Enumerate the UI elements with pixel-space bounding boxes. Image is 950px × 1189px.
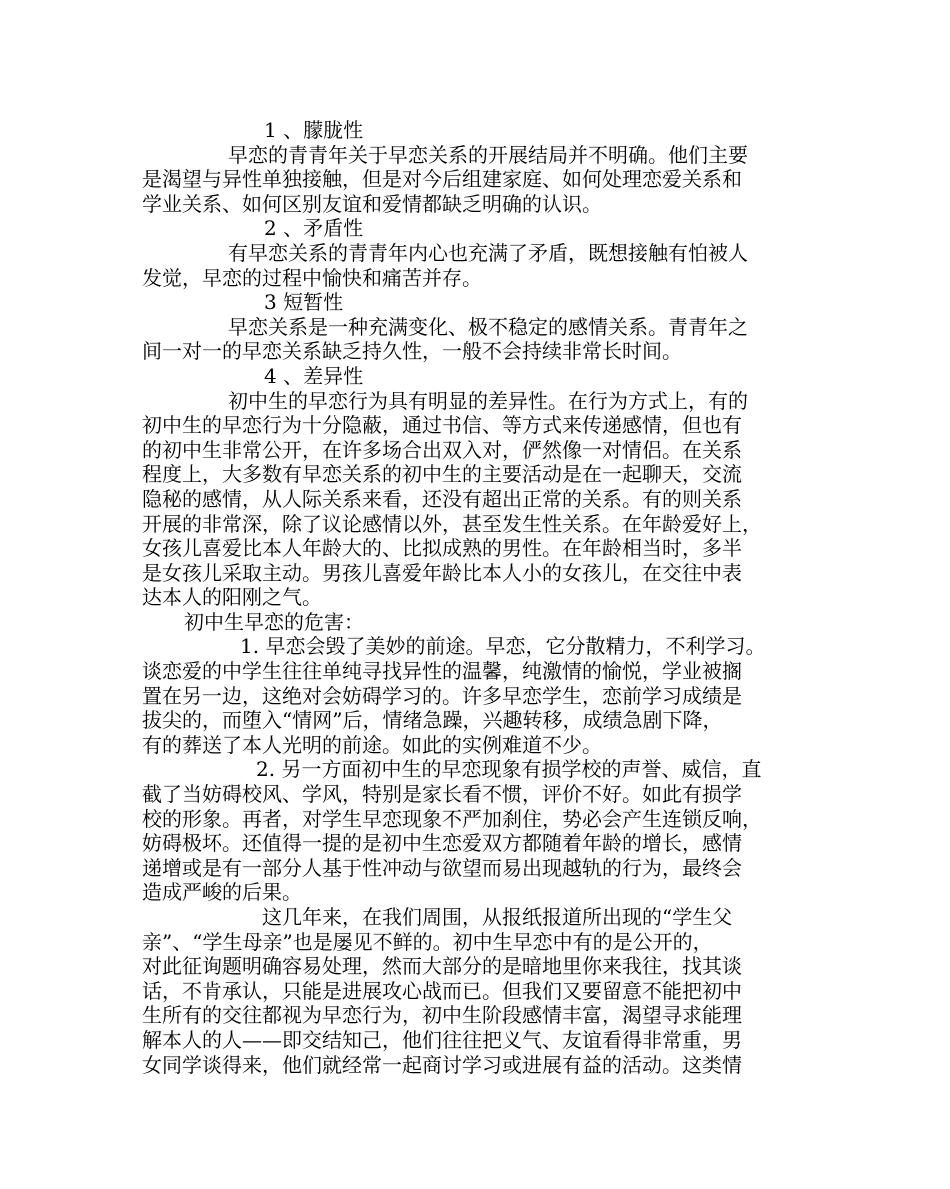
paragraph-line: 亲”、“学生母亲”也是屡见不鲜的。初中生早恋中有的是公开的， <box>142 929 713 954</box>
section-contradiction <box>142 216 814 290</box>
paragraph-line: 有早恋关系的青青年内心也充满了矛盾，既想接触有怕被人 <box>228 240 748 265</box>
paragraph-line: 初中生的早恋行为十分隐蔽，通过书信、等方式来传递感情，但也有 <box>142 413 742 438</box>
paragraph-line: 早恋的青青年关于早恋关系的开展结局并不明确。他们主要 <box>228 142 748 167</box>
closing-paragraph <box>142 905 814 1077</box>
harm-heading: 初中生早恋的危害： <box>184 609 364 634</box>
paragraph-line: 达本人的阳刚之气。 <box>142 585 322 610</box>
paragraph-line: 女同学谈得来，他们就经常一起商讨学习或进展有益的活动。这类情 <box>142 1052 742 1077</box>
paragraph-line: 校的形象。再者，对学生早恋现象不严加刹住，势必会产生连锁反响， <box>142 806 762 831</box>
paragraph-line: 女孩儿喜爱比本人年龄大的、比拟成熟的男性。在年龄相当时，多半 <box>142 536 742 561</box>
harm-item-1 <box>142 634 814 757</box>
paragraph-line: 早恋关系是一种充满变化、极不稳定的感情关系。青青年之 <box>228 314 748 339</box>
section-heading: 1 、朦胧性 <box>264 118 364 142</box>
paragraph-line: 这几年来，在我们周围，从报纸报道所出现的“学生父 <box>262 905 733 929</box>
paragraph-line: 学业关系、如何区别友谊和爱情都缺乏明确的认识。 <box>142 191 602 216</box>
paragraph-line: 递增或是有一部分人基于性冲动与欲望而易出现越轨的行为，最终会 <box>142 855 742 880</box>
paragraph-line: 妨碍极坏。还值得一提的是初中生恋爱双方都随着年龄的增长，感情 <box>142 831 742 856</box>
paragraph-line: 初中生的早恋行为具有明显的差异性。在行为方式上，有的 <box>228 388 748 413</box>
paragraph-line: 发觉，早恋的过程中愉快和痛苦并存。 <box>142 265 482 290</box>
section-heading: 4 、差异性 <box>264 363 364 388</box>
document-page <box>142 118 814 1077</box>
section-difference <box>142 364 814 610</box>
paragraph-line: 是女孩儿采取主动。男孩儿喜爱年龄比本人小的女孩儿，在交往中表 <box>142 560 742 585</box>
paragraph-line: 造成严峻的后果。 <box>142 880 302 905</box>
section-heading: 2 、矛盾性 <box>264 216 364 241</box>
harm-item-2 <box>142 757 814 905</box>
paragraph-line: 谈恋爱的中学生往往单纯寻找异性的温馨，纯激情的愉悦，学业被搁 <box>142 659 742 684</box>
paragraph-line: 是渴望与异性单独接触，但是对今后组建家庭、如何处理恋爱关系和 <box>142 167 742 192</box>
paragraph-line: 置在另一边，这绝对会妨碍学习的。许多早恋学生，恋前学习成绩是 <box>142 683 742 708</box>
paragraph-line: 间一对一的早恋关系缺乏持久性，一般不会持续非常长时间。 <box>142 339 682 364</box>
section-brevity <box>142 290 814 364</box>
paragraph-line: 对此征询题明确容易处理，然而大部分的是暗地里你来我往，找其谈 <box>142 954 742 979</box>
paragraph-line: 隐秘的感情，从人际关系来看，还没有超出正常的关系。有的则关系 <box>142 486 742 511</box>
paragraph-line: 生所有的交往都视为早恋行为，初中生阶段感情丰富，渴望寻求能理 <box>142 1003 742 1028</box>
paragraph-line: 有的葬送了本人光明的前途。如此的实例难道不少。 <box>142 732 602 757</box>
section-haziness <box>142 118 814 216</box>
paragraph-line: 程度上，大多数有早恋关系的初中生的主要活动是在一起聊天，交流 <box>142 462 742 487</box>
paragraph-line: 2. 另一方面初中生的早恋现象有损学校的声誉、威信，直 <box>256 757 762 782</box>
paragraph-line: 话，不肯承认，只能是进展攻心战而已。但我们又要留意不能把初中 <box>142 978 742 1003</box>
paragraph-line: 拔尖的，而堕入“情网”后，情绪急躁，兴趣转移，成绩急剧下降， <box>142 708 723 733</box>
paragraph-line: 截了当妨碍校风、学风，特别是家长看不惯，评价不好。如此有损学 <box>142 782 742 807</box>
section-heading: 3 短暂性 <box>264 290 344 315</box>
paragraph-line: 解本人的人——即交结知己，他们往往把义气、友谊看得非常重，男 <box>142 1027 742 1052</box>
paragraph-line: 的初中生非常公开，在许多场合出双入对，俨然像一对情侣。在关系 <box>142 437 742 462</box>
paragraph-line: 1. 早恋会毁了美妙的前途。早恋，它分散精力，不利学习。 <box>240 634 766 659</box>
paragraph-line: 开展的非常深，除了议论感情以外，甚至发生性关系。在年龄爱好上， <box>142 511 762 536</box>
